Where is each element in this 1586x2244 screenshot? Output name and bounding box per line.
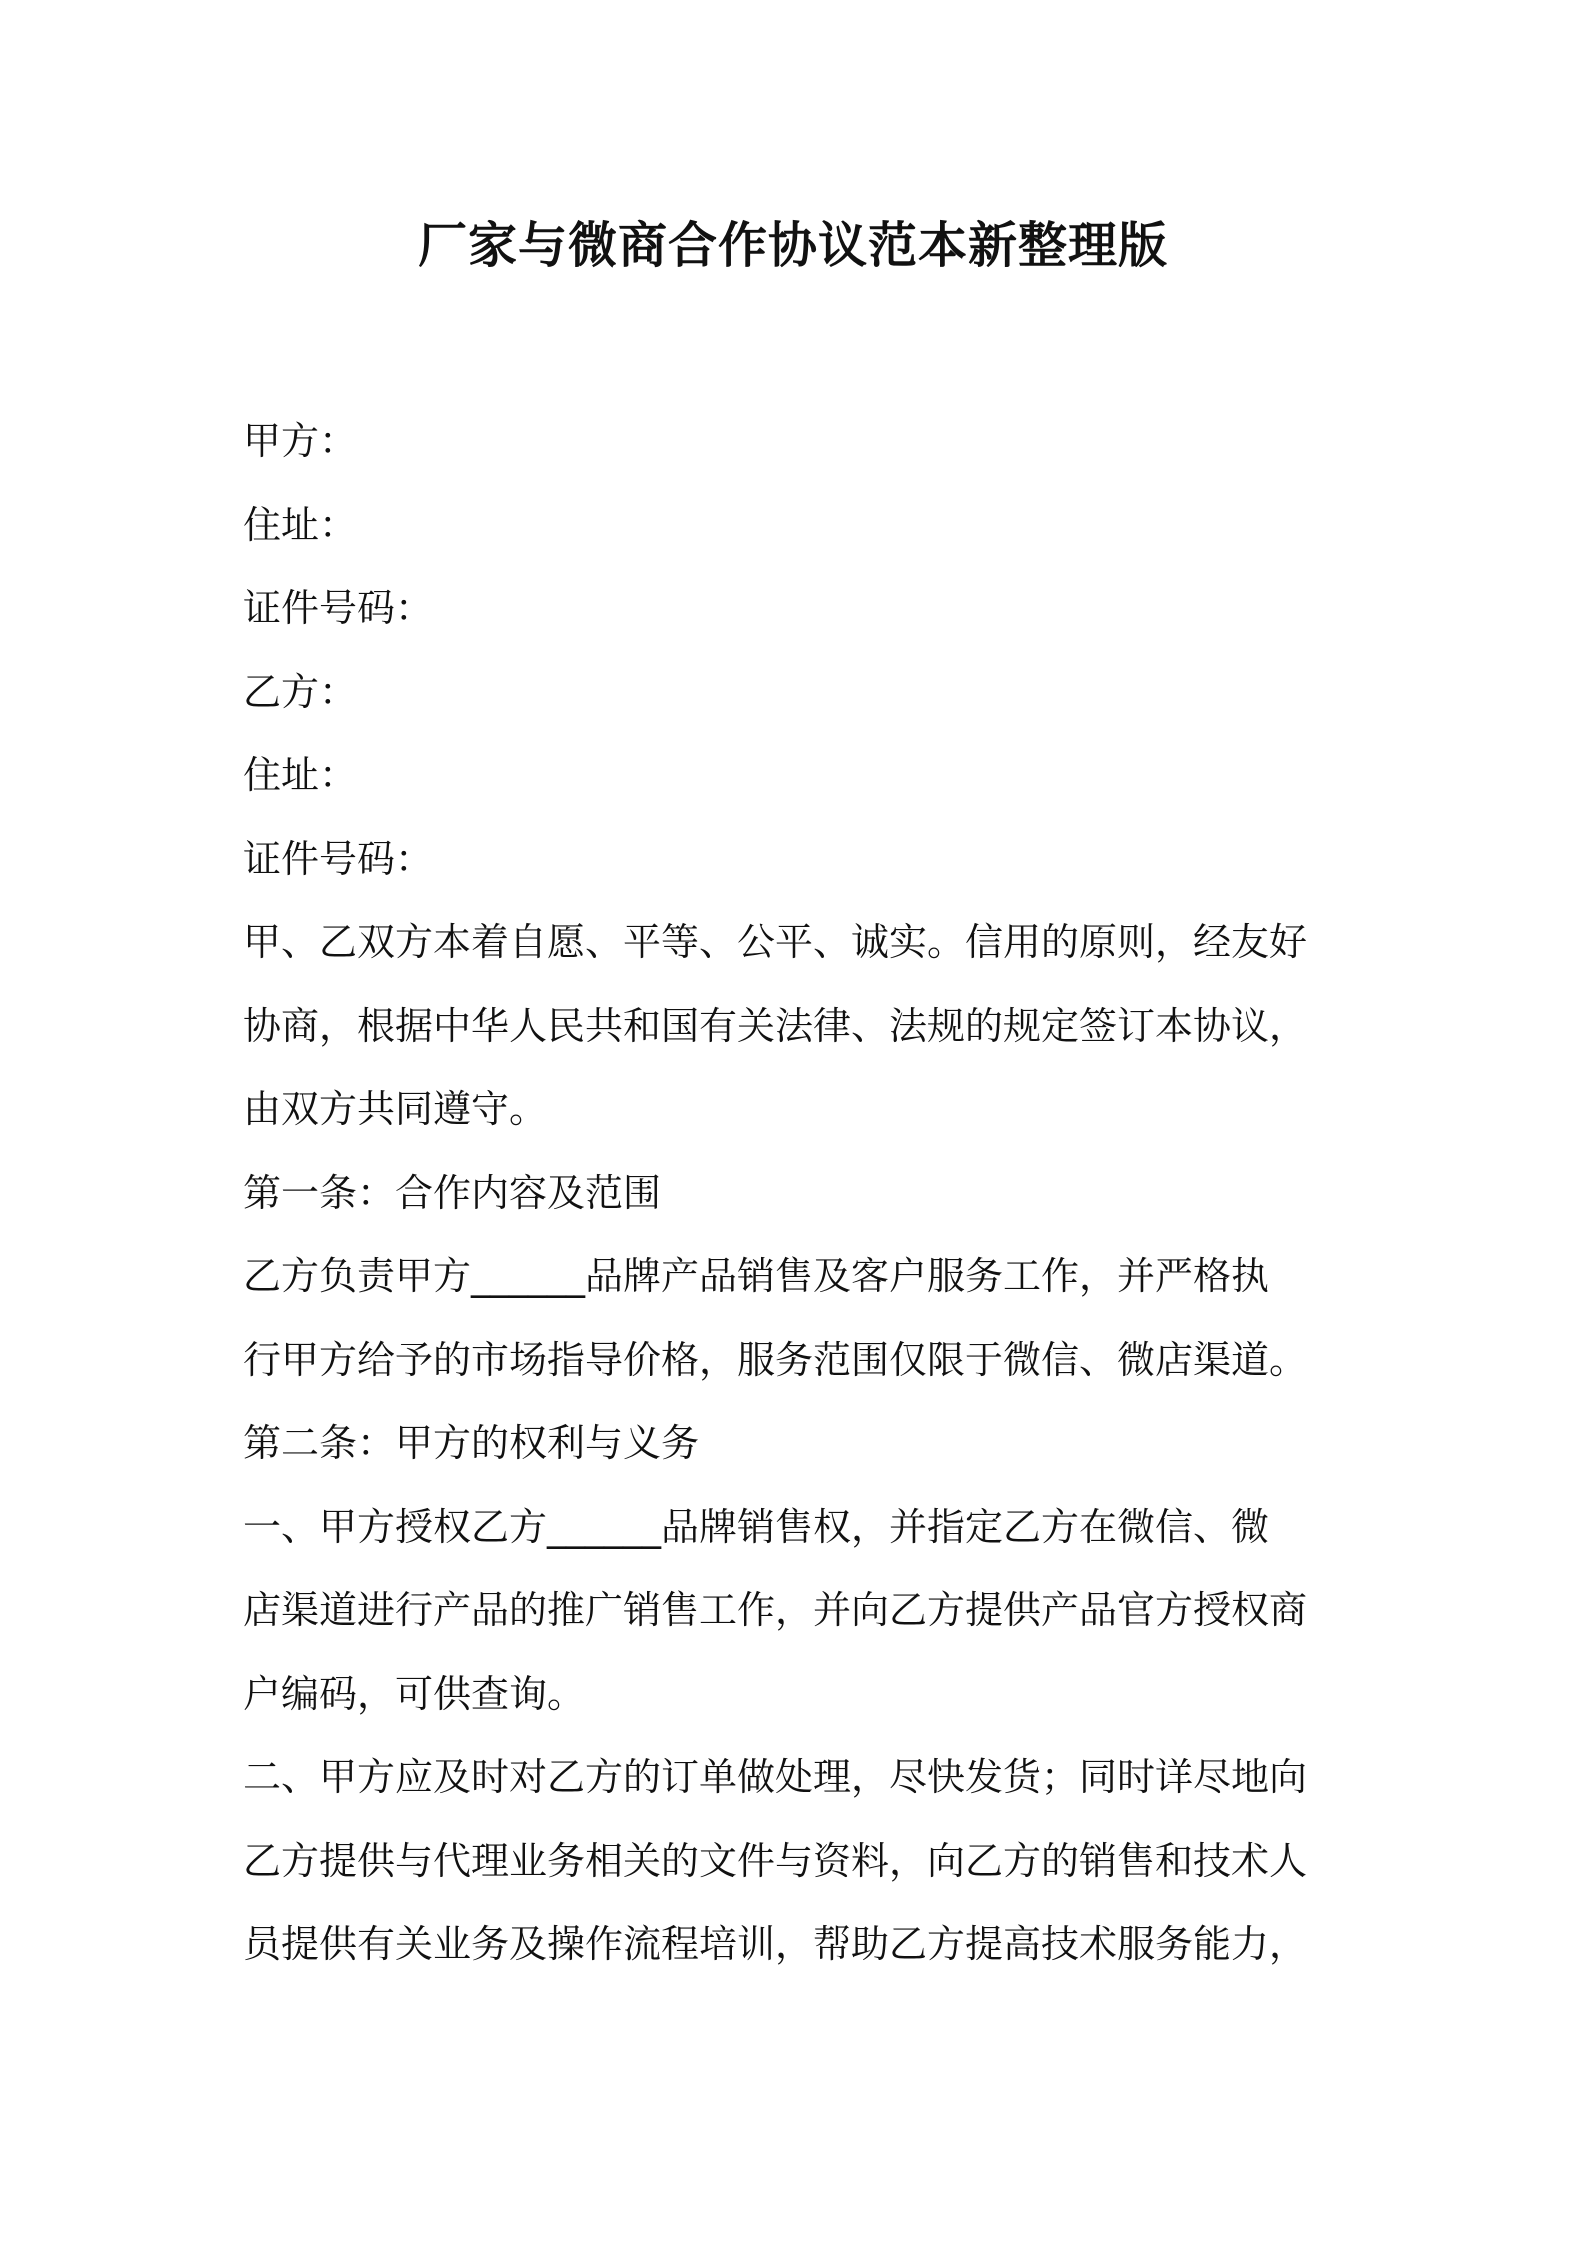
- article-1-line-1: 乙方负责甲方______品牌产品销售及客户服务工作，并严格执: [243, 1254, 1270, 1298]
- party-b-address-label: 住址：: [243, 753, 358, 797]
- party-a-address-label: 住址：: [243, 502, 358, 547]
- article-1-heading: 第一条：合作内容及范围: [243, 1170, 662, 1215]
- article-2-item-2-line-1: 二、甲方应及时对乙方的订单做处理，尽快发货；同时详尽地向: [243, 1755, 1308, 1799]
- article-2-item-2-line-3: 员提供有关业务及操作流程培训，帮助乙方提高技术服务能力，: [243, 1922, 1308, 1966]
- article-2-heading: 第二条：甲方的权利与义务: [243, 1421, 700, 1465]
- party-b-id-label: 证件号码：: [243, 836, 434, 881]
- article-1-line-2: 行甲方给予的市场指导价格，服务范围仅限于微信、微店渠道。: [243, 1337, 1308, 1382]
- article-2-item-2-line-2: 乙方提供与代理业务相关的文件与资料，向乙方的销售和技术人: [243, 1838, 1308, 1883]
- party-a-label: 甲方：: [243, 419, 358, 463]
- article-2-item-1-line-2: 店渠道进行产品的推广销售工作，并向乙方提供产品官方授权商: [243, 1588, 1308, 1632]
- intro-line-1: 甲、乙双方本着自愿、平等、公平、诚实。信用的原则，经友好: [243, 920, 1308, 964]
- article-2-item-1-line-1: 一、甲方授权乙方______品牌销售权，并指定乙方在微信、微: [243, 1504, 1270, 1549]
- document-title: 厂家与微商合作协议范本新整理版: [417, 217, 1168, 274]
- intro-line-3: 由双方共同遵守。: [243, 1087, 548, 1131]
- article-2-item-1-line-3: 户编码，可供查询。: [243, 1671, 586, 1716]
- party-b-label: 乙方：: [243, 669, 358, 714]
- document-body: [243, 400, 1358, 1987]
- intro-line-2: 协商，根据中华人民共和国有关法律、法规的规定签订本协议，: [243, 1003, 1308, 1048]
- party-a-id-label: 证件号码：: [243, 586, 434, 630]
